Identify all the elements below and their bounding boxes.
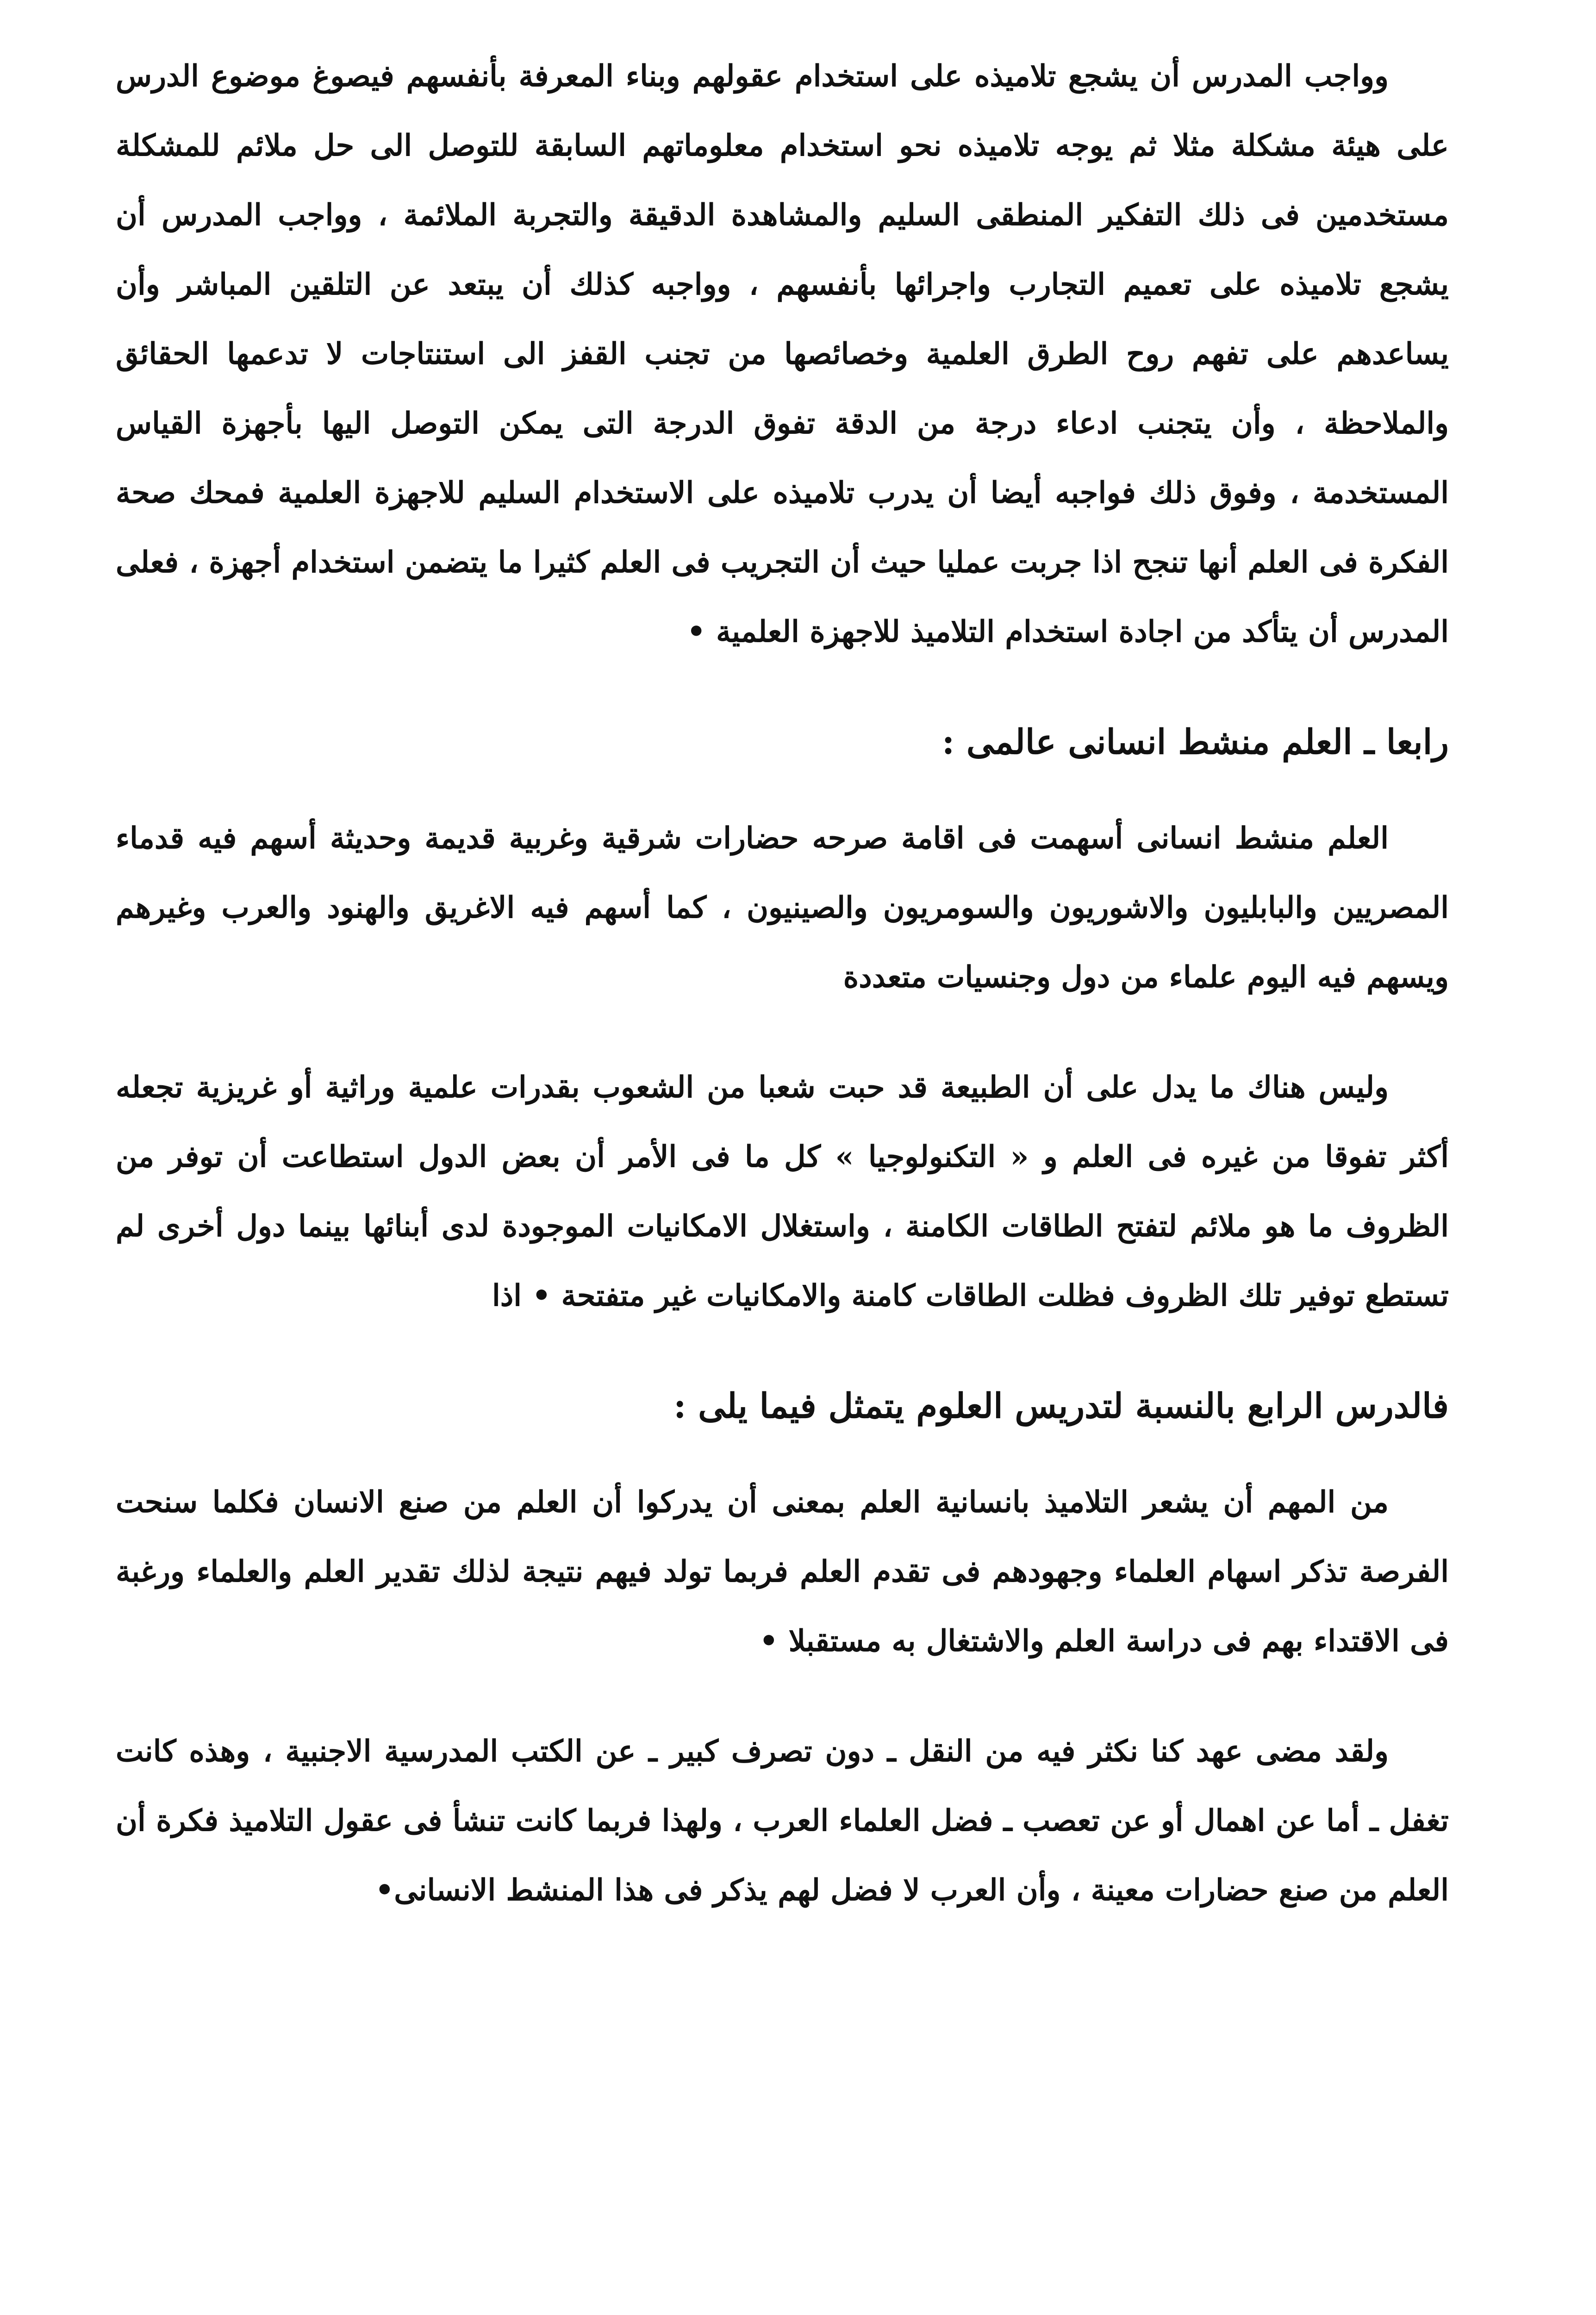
section-heading-fourth-lesson: فالدرس الرابع بالنسبة لتدريس العلوم يتمثل فيما يلى : xyxy=(673,1386,1449,1426)
book-page xyxy=(116,42,1449,2315)
paragraph-science-human-activity: العلم منشط انسانى أسهمت فى اقامة صرحه حضارات شرقية وغربية قديمة وحديثة أسهم فيه قدماء المصريين والبابليون والاشوريون والسومريون والصينيون ، كما أسهم فيه الاغريق والهنود والعرب وغيرهم ويسهم فيه اليوم علماء من دول وجنسيات متعددة xyxy=(116,821,1449,995)
paragraph-humanity-of-science: من المهم أن يشعر التلاميذ بانسانية العلم بمعنى أن يدركوا أن العلم من صنع الانسان فكلما سنحت الفرصة تذكر اسهام العلماء وجهودهم فى تقدم العلم فربما تولد فيهم نتيجة لذلك تقدير العلم والعلماء ورغبة فى الاقتداء بهم فى دراسة العلم والاشتغال به مستقبلا • xyxy=(116,1485,1449,1658)
section-heading-science-universal: رابعا ـ العلم منشط انسانى عالمى : xyxy=(941,722,1449,762)
paragraph-no-innate-ability: وليس هناك ما يدل على أن الطبيعة قد حبت شعبا من الشعوب بقدرات علمية وراثية أو غريزية تجعله أكثر تفوقا من غيره فى العلم و « التكنولوجيا » كل ما فى الأمر أن بعض الدول استطاعت أن توفر من الظروف ما هو ملائم لتفتح الطاقات الكامنة ، واستغلال الامكانيات الموجودة لدى أبنائها بينما دول أخرى لم تستطع توفير تلك الظروف فظلت الطاقات كامنة والامكانيات غير متفتحة • اذا xyxy=(116,1070,1449,1313)
paragraph-arab-scientists: ولقد مضى عهد كنا نكثر فيه من النقل ـ دون تصرف كبير ـ عن الكتب المدرسية الاجنبية ، وهذه كانت تغفل ـ أما عن اهمال أو عن تعصب ـ فضل العلماء العرب ، ولهذا فربما كانت تنشأ فى عقول التلاميذ فكرة أن العلم من صنع حضارات معينة ، وأن العرب لا فضل لهم يذكر فى هذا المنشط الانسانى• xyxy=(116,1734,1449,1908)
paragraph-teacher-duty: وواجب المدرس أن يشجع تلاميذه على استخدام عقولهم وبناء المعرفة بأنفسهم فيصوغ موضوع الدرس على هيئة مشكلة مثلا ثم يوجه تلاميذه نحو استخدام معلوماتهم السابقة للتوصل الى حل ملائم للمشكلة مستخدمين فى ذلك التفكير المنطقى السليم والمشاهدة الدقيقة والتجربة الملائمة ، وواجب المدرس أن يشجع تلاميذه على تعميم التجارب واجرائها بأنفسهم ، وواجبه كذلك أن يبتعد عن التلقين المباشر وأن يساعدهم على تفهم روح الطرق العلمية وخصائصها من تجنب القفز الى استنتاجات لا تدعمها الحقائق والملاحظة ، وأن يتجنب ادعاء درجة من الدقة تفوق الدرجة التى يمكن التوصل اليها بأجهزة القياس المستخدمة ، وفوق ذلك فواجبه أيضا أن يدرب تلاميذه على الاستخدام السليم للاجهزة العلمية فمحك صحة الفكرة فى العلم أنها تنجح اذا جربت عمليا حيث أن التجريب فى العلم كثيرا ما يتضمن استخدام أجهزة ، فعلى المدرس أن يتأكد من اجادة استخدام التلاميذ للاجهزة العلمية • xyxy=(116,59,1449,649)
